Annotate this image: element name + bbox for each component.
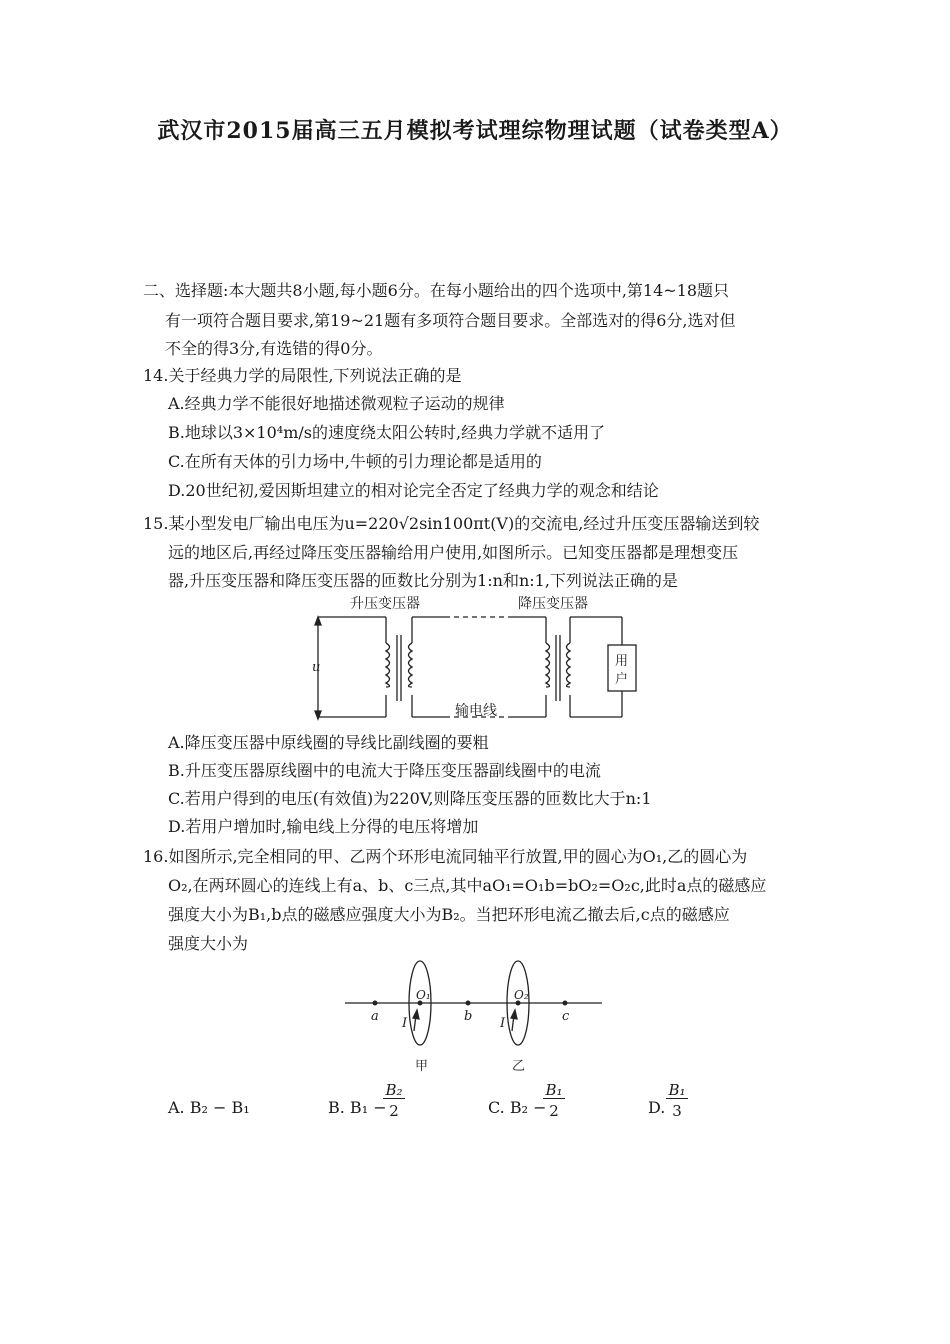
- voltage-u-label: u: [312, 660, 321, 675]
- q15-transformer-circuit-figure: [300, 595, 660, 730]
- label-o1: O₁: [416, 988, 431, 1002]
- user-label-bottom: 户: [615, 672, 629, 687]
- q16-ring-current-figure: [340, 955, 610, 1080]
- point-b-dot: [466, 1001, 471, 1006]
- q16-stem-line-1: 16.如图所示,完全相同的甲、乙两个环形电流同轴平行放置,甲的圆心为O₁,乙的圆心为: [143, 847, 748, 866]
- label-o2: O₂: [514, 988, 529, 1002]
- q15-option-b: B.升压变压器原线圈中的电流大于降压变压器副线圈中的电流: [168, 761, 601, 780]
- transmission-line-label: 输电线: [455, 703, 497, 719]
- step-down-transformer-label: 降压变压器: [518, 596, 588, 612]
- q14-option-c: C.在所有天体的引力场中,牛顿的引力理论都是适用的: [168, 452, 542, 471]
- page-title: 武汉市2015届高三五月模拟考试理综物理试题（试卷类型A）: [157, 118, 793, 144]
- q15-option-a: A.降压变压器中原线圈的导线比副线圈的要粗: [168, 733, 489, 752]
- q16-option-a: A. B₂ − B₁: [168, 1098, 250, 1117]
- q14-stem: 14.关于经典力学的局限性,下列说法正确的是: [143, 366, 462, 385]
- q16-stem-line-4: 强度大小为: [168, 934, 249, 953]
- q15-stem-line-2: 远的地区后,再经过降压变压器输给用户使用,如图所示。已知变压器都是理想变压: [168, 543, 739, 562]
- q16-option-b-numerator: B₂: [383, 1082, 405, 1099]
- point-a-dot: [373, 1001, 378, 1006]
- q15-stem-line-1: 15.某小型发电厂输出电压为u=220√2sin100πt(V)的交流电,经过升压变压器输送到较: [143, 514, 760, 533]
- q16-option-d-numerator: B₁: [666, 1082, 688, 1099]
- q16-option-d-prefix: D.: [648, 1098, 666, 1117]
- q14-option-b: B.地球以3×10⁴m/s的速度绕太阳公转时,经典力学就不适用了: [168, 423, 606, 442]
- q16-stem-line-2: O₂,在两环圆心的连线上有a、b、c三点,其中aO₁=O₁b=bO₂=O₂c,此时a点的磁感应: [168, 876, 767, 895]
- step-up-transformer-label: 升压变压器: [350, 596, 420, 612]
- label-b: b: [464, 1009, 473, 1024]
- q16-option-d-denominator: 3: [672, 1102, 682, 1120]
- section-header-line-2: 有一项符合题目要求,第19~21题有多项符合题目要求。全部选对的得6分,选对但: [165, 311, 736, 330]
- q16-option-c-prefix: C. B₂ −: [488, 1098, 547, 1117]
- q16-option-c-numerator: B₁: [543, 1082, 565, 1099]
- q14-option-d: D.20世纪初,爱因斯坦建立的相对论完全否定了经典力学的观念和结论: [168, 481, 659, 500]
- label-c: c: [562, 1009, 570, 1024]
- q16-stem-line-3: 强度大小为B₁,b点的磁感应强度大小为B₂。当把环形电流乙撤去后,c点的磁感应: [168, 905, 730, 924]
- q16-option-b-prefix: B. B₁ −: [328, 1098, 387, 1117]
- ring-jia-label: 甲: [415, 1059, 429, 1074]
- q15-stem-line-3: 器,升压变压器和降压变压器的匝数比分别为1:n和n:1,下列说法正确的是: [168, 571, 678, 590]
- user-label-top: 用: [615, 654, 629, 669]
- label-a: a: [371, 1009, 379, 1024]
- q15-option-c: C.若用户得到的电压(有效值)为220V,则降压变压器的匝数比大于n:1: [168, 789, 652, 808]
- point-c-dot: [563, 1001, 568, 1006]
- section-header-line-1: 二、选择题:本大题共8小题,每小题6分。在每小题给出的四个选项中,第14~18题只: [143, 281, 730, 300]
- ring-yi-label: 乙: [512, 1059, 526, 1074]
- q15-option-d: D.若用户增加时,输电线上分得的电压将增加: [168, 817, 479, 836]
- current-label-1: I: [402, 1016, 408, 1031]
- q14-option-a: A.经典力学不能很好地描述微观粒子运动的规律: [168, 394, 505, 413]
- section-header-line-3: 不全的得3分,有选错的得0分。: [165, 339, 383, 358]
- current-label-2: I: [500, 1016, 506, 1031]
- q16-option-c-denominator: 2: [549, 1102, 559, 1120]
- q16-option-b-denominator: 2: [389, 1102, 399, 1120]
